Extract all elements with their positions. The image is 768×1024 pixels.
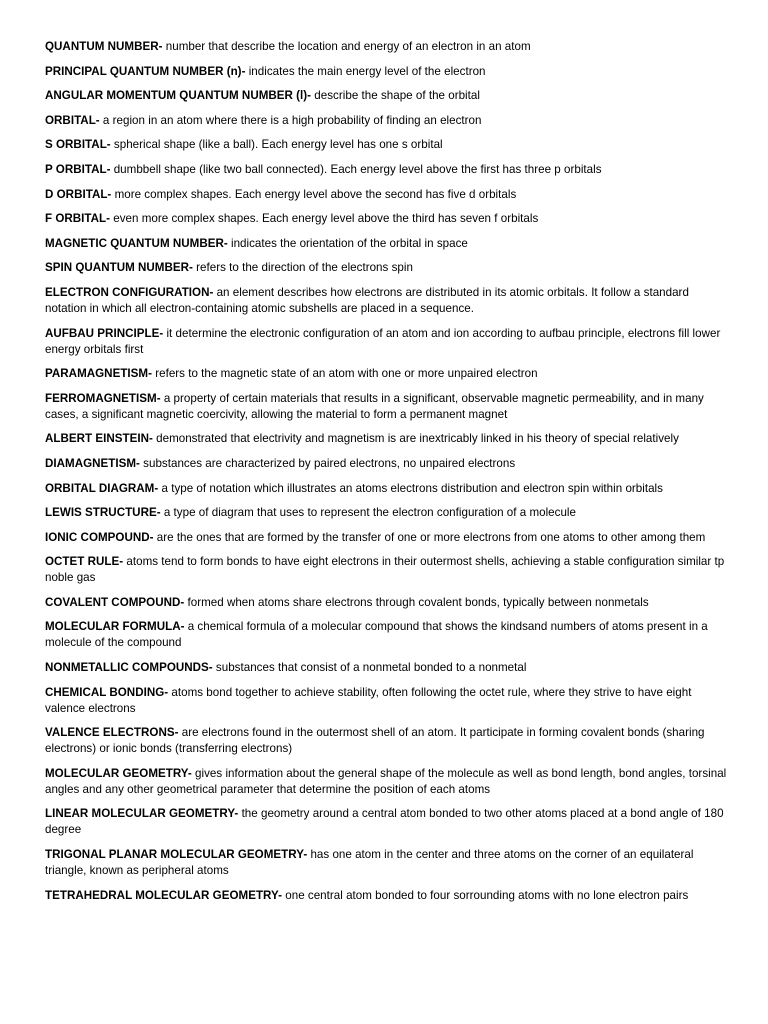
glossary-term: OCTET RULE-	[45, 555, 124, 569]
glossary-entry	[45, 530, 728, 546]
glossary-definition: are the ones that are formed by the transfer of one or more electrons from one atoms to other among them	[153, 530, 706, 544]
glossary-definition: substances that consist of a nonmetal bonded to a nonmetal	[212, 661, 527, 675]
glossary-term: SPIN QUANTUM NUMBER-	[45, 261, 193, 275]
glossary-term: S ORBITAL-	[45, 138, 111, 152]
glossary-entry	[45, 366, 728, 382]
glossary-definition: demonstrated that electrivity and magnetism is are inextricably linked in his theory of special relatively	[152, 432, 679, 446]
glossary-entry	[45, 211, 728, 227]
glossary-entry	[45, 595, 728, 611]
glossary-term: LEWIS STRUCTURE-	[45, 506, 161, 520]
glossary-term: COVALENT COMPOUND-	[45, 595, 185, 609]
glossary-entry	[45, 326, 728, 358]
glossary-list	[45, 39, 728, 904]
glossary-definition: a type of notation which illustrates an atoms electrons distribution and electron spin within orbitals	[158, 481, 663, 495]
glossary-term: TETRAHEDRAL MOLECULAR GEOMETRY-	[45, 888, 283, 902]
glossary-entry	[45, 431, 728, 447]
glossary-term: AUFBAU PRINCIPLE-	[45, 326, 164, 340]
glossary-definition: more complex shapes. Each energy level above the second has five d orbitals	[111, 187, 517, 201]
glossary-term: NONMETALLIC COMPOUNDS-	[45, 661, 213, 675]
glossary-entry	[45, 766, 728, 798]
glossary-entry	[45, 806, 728, 838]
glossary-entry	[45, 554, 728, 586]
glossary-definition: one central atom bonded to four sorrounding atoms with no lone electron pairs	[282, 888, 689, 902]
glossary-entry	[45, 505, 728, 521]
glossary-term: VALENCE ELECTRONS-	[45, 726, 179, 740]
glossary-entry	[45, 619, 728, 651]
glossary-term: CHEMICAL BONDING-	[45, 685, 169, 699]
glossary-term: IONIC COMPOUND-	[45, 530, 154, 544]
glossary-definition: atoms tend to form bonds to have eight electrons in their outermost shells, achieving a stable configuration similar tp noble gas	[45, 555, 725, 585]
glossary-term: MOLECULAR FORMULA-	[45, 620, 185, 634]
glossary-entry	[45, 725, 728, 757]
glossary-entry	[45, 236, 728, 252]
glossary-entry	[45, 137, 728, 153]
glossary-definition: describe the shape of the orbital	[311, 89, 480, 103]
glossary-entry	[45, 88, 728, 104]
glossary-definition: even more complex shapes. Each energy level above the third has seven f orbitals	[110, 212, 539, 226]
glossary-term: ORBITAL DIAGRAM-	[45, 481, 159, 495]
glossary-entry	[45, 113, 728, 129]
glossary-entry	[45, 187, 728, 203]
glossary-term: ANGULAR MOMENTUM QUANTUM NUMBER (l)-	[45, 89, 312, 103]
glossary-definition: dumbbell shape (like two ball connected). Each energy level above the first has three p orbitals	[110, 162, 602, 176]
glossary-entry	[45, 64, 728, 80]
glossary-entry	[45, 162, 728, 178]
glossary-term: MAGNETIC QUANTUM NUMBER-	[45, 236, 228, 250]
glossary-term: ELECTRON CONFIGURATION-	[45, 285, 214, 299]
glossary-definition: number that describe the location and energy of an electron in an atom	[162, 40, 531, 53]
glossary-term: ORBITAL-	[45, 113, 100, 127]
glossary-definition: gives information about the general shape of the molecule as well as bond length, bond angles, torsinal angles and any other geometrical parameter that determine the position of each atoms	[45, 766, 727, 796]
glossary-definition: a chemical formula of a molecular compound that shows the kindsand numbers of atoms present in a molecule of the compound	[45, 620, 708, 650]
glossary-definition: the geometry around a central atom bonded to two other atoms placed at a bond angle of 180 degree	[45, 807, 724, 837]
glossary-definition: has one atom in the center and three atoms on the corner of an equilateral triangle, known as peripheral atoms	[45, 848, 694, 878]
glossary-term: D ORBITAL-	[45, 187, 112, 201]
glossary-definition: a region in an atom where there is a high probability of finding an electron	[99, 113, 482, 127]
glossary-definition: are electrons found in the outermost shell of an atom. It participate in forming covalent bonds (sharing electrons) or ionic bonds (transferring electrons)	[45, 726, 705, 756]
glossary-term: P ORBITAL-	[45, 162, 111, 176]
glossary-entry	[45, 285, 728, 317]
glossary-term: ALBERT EINSTEIN-	[45, 432, 153, 446]
glossary-term: TRIGONAL PLANAR MOLECULAR GEOMETRY-	[45, 848, 308, 862]
glossary-definition: an element describes how electrons are distributed in its atomic orbitals. It follow a standard notation in which all electron-containing atomic subshells are placed in a sequence.	[45, 285, 689, 315]
glossary-definition: substances are characterized by paired electrons, no unpaired electrons	[139, 456, 516, 470]
glossary-entry	[45, 685, 728, 717]
glossary-term: F ORBITAL-	[45, 212, 111, 226]
glossary-definition: a type of diagram that uses to represent the electron configuration of a molecule	[160, 506, 577, 520]
glossary-entry	[45, 391, 728, 423]
glossary-definition: spherical shape (like a ball). Each energy level has one s orbital	[110, 138, 443, 152]
glossary-definition: a property of certain materials that results in a significant, observable magnetic permeability, and in many cases, a significant magnetic coercivity, allowing the material to form a permanent magnet	[45, 391, 704, 421]
glossary-term: FERROMAGNETISM-	[45, 391, 161, 405]
glossary-definition: indicates the orientation of the orbital in space	[227, 236, 468, 250]
glossary-entry	[45, 481, 728, 497]
glossary-entry	[45, 456, 728, 472]
glossary-entry	[45, 888, 728, 904]
glossary-term: MOLECULAR GEOMETRY-	[45, 766, 192, 780]
glossary-term: LINEAR MOLECULAR GEOMETRY-	[45, 807, 239, 821]
glossary-definition: atoms bond together to achieve stability, often following the octet rule, where they strive to have eight valence electrons	[45, 685, 692, 715]
glossary-term: QUANTUM NUMBER-	[45, 40, 163, 53]
glossary-entry	[45, 39, 728, 55]
glossary-definition: refers to the magnetic state of an atom with one or more unpaired electron	[151, 367, 538, 381]
glossary-term: PARAMAGNETISM-	[45, 367, 152, 381]
glossary-definition: refers to the direction of the electrons spin	[192, 261, 413, 275]
glossary-definition: indicates the main energy level of the electron	[245, 64, 486, 78]
glossary-definition: it determine the electronic configuration of an atom and ion according to aufbau principle, electrons fill lower energy orbitals first	[45, 326, 721, 356]
glossary-entry	[45, 660, 728, 676]
glossary-definition: formed when atoms share electrons through covalent bonds, typically between nonmetals	[184, 595, 649, 609]
glossary-entry	[45, 847, 728, 879]
glossary-entry	[45, 260, 728, 276]
glossary-term: PRINCIPAL QUANTUM NUMBER (n)-	[45, 64, 246, 78]
glossary-term: DIAMAGNETISM-	[45, 456, 140, 470]
